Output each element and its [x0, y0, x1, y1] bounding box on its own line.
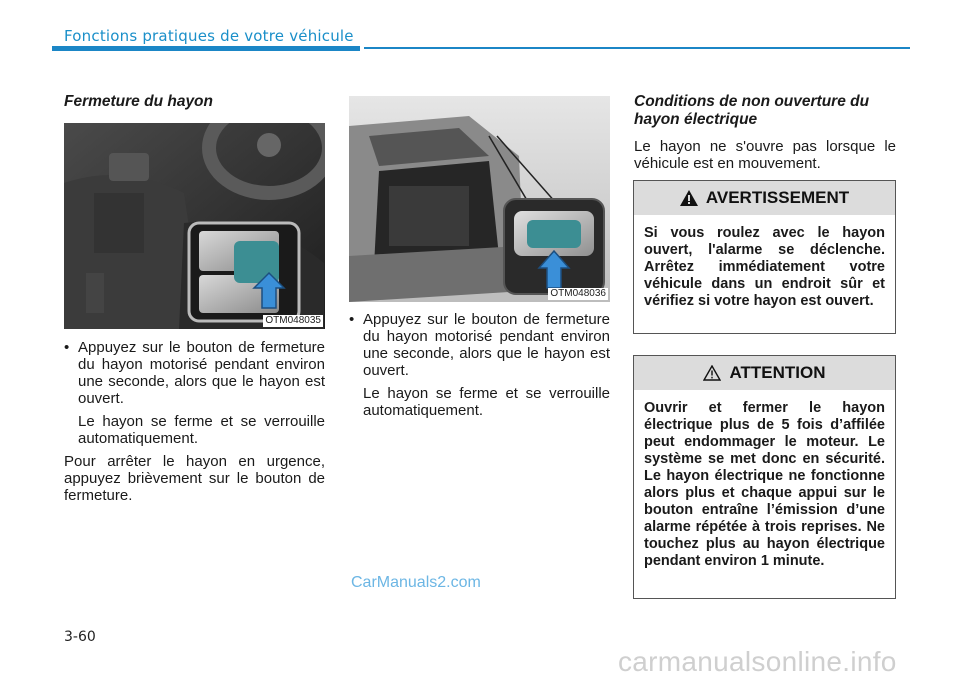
warning-header: [634, 181, 895, 215]
tailgate-button-closeup: [189, 223, 299, 321]
left-paragraph: Pour arrêter le hayon en urgence, appuyez brièvement sur le bouton de fermeture.: [64, 453, 325, 504]
caution-box: [633, 355, 896, 599]
middle-bullet: • Appuyez sur le bouton de fermeture du hayon motorisé pendant environ une seconde, alors que le hayon est ouvert.: [349, 311, 610, 379]
warning-title: AVERTISSEMENT: [705, 188, 850, 207]
warning-box: [633, 180, 896, 334]
header-rule-thick: [52, 46, 360, 51]
warning-triangle-filled-icon: [680, 190, 698, 206]
left-text-block: [64, 339, 325, 504]
watermark-carmanuals2: CarManuals2.com: [351, 574, 481, 591]
left-heading: Fermeture du hayon: [64, 93, 213, 110]
right-column: [634, 93, 896, 172]
warning-body: Si vous roulez avec le hayon ouvert, l'alarme se déclenche. Arrêtez immédiatement votre véhicule dans un endroit sûr et vérifiez si votre hayon est ouvert.: [644, 225, 885, 309]
caution-title: ATTENTION: [729, 363, 826, 382]
left-bullet-note: Le hayon se ferme et se verrouille automatiquement.: [78, 413, 325, 447]
watermark-carmanualsonline: carmanualsonline.info: [618, 646, 897, 677]
middle-bullet-note: Le hayon se ferme et se verrouille automatiquement.: [363, 385, 610, 419]
tailgate-figure: [349, 96, 610, 302]
page-number: 3-60: [64, 629, 96, 645]
dashboard-illustration: [64, 123, 325, 329]
section-title: Fonctions pratiques de votre véhicule: [64, 27, 354, 45]
middle-text-block: [349, 311, 610, 419]
caution-body: Ouvrir et fermer le hayon électrique plus de 5 fois d’affilée peut endommager le moteur. Le système se met donc en sécurité. Le hayon électrique ne fonctionne alors plus et chaque appui sur le bouton entraîne l’émission d’une alarme répétée à trois reprises. Ne touchez plus au hayon électrique pendant environ 1 minute.: [644, 400, 885, 569]
header-rule-thin: [364, 47, 910, 49]
figure-caption-middle: OTM048036: [550, 288, 606, 299]
warning-triangle-outline-icon: [703, 365, 721, 381]
tailgate-illustration: [349, 96, 610, 302]
left-column: [64, 93, 325, 111]
right-paragraph: Le hayon ne s'ouvre pas lorsque le véhicule est en mouvement.: [634, 138, 896, 172]
figure-caption-left: OTM048035: [265, 315, 321, 326]
left-bullet: • Appuyez sur le bouton de fermeture du hayon motorisé pendant environ une seconde, alors que le hayon est ouvert.: [64, 339, 325, 407]
caution-header: [634, 356, 895, 390]
right-heading: Conditions de non ouverture du hayon électrique: [634, 93, 870, 128]
dashboard-figure: [64, 123, 325, 329]
